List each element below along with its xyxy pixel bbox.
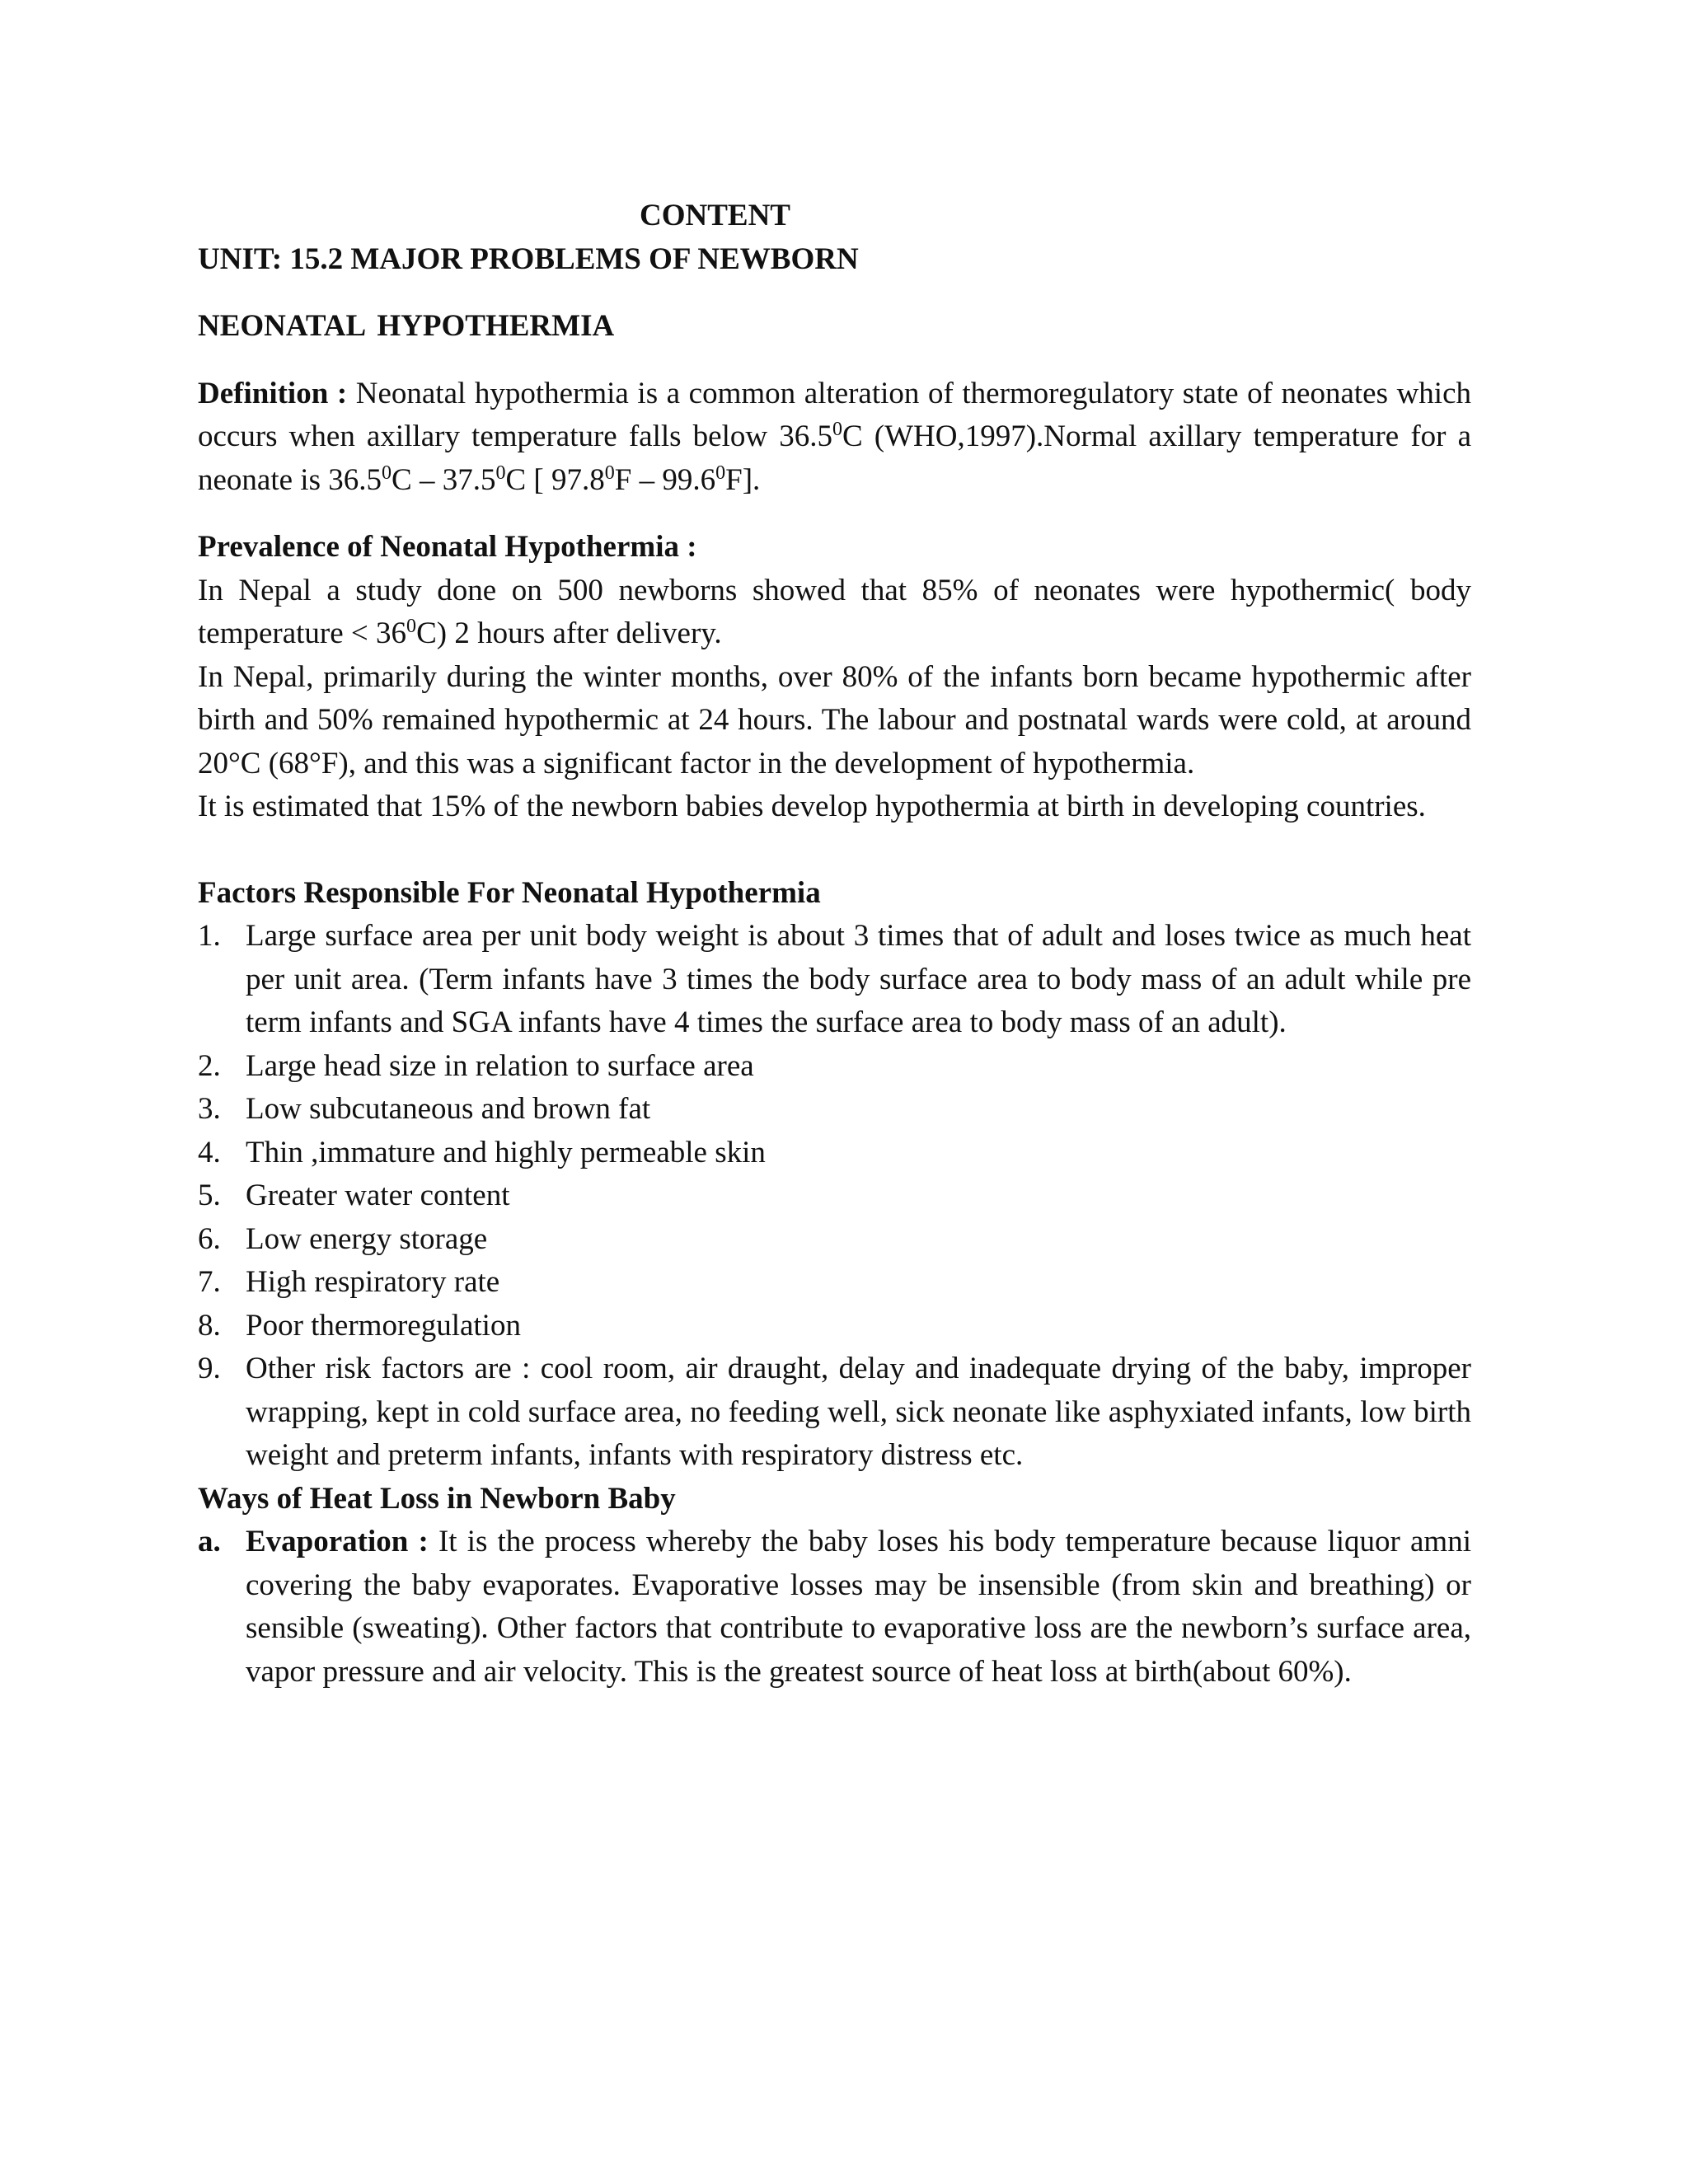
factors-heading: Factors Responsible For Neonatal Hypothermia [198, 875, 821, 910]
factors-list [198, 915, 1471, 1478]
list-item [198, 1132, 1471, 1175]
list-number: 5. [198, 1179, 221, 1212]
list-item-text: Greater water content [246, 1179, 510, 1212]
prevalence-paragraph-3: It is estimated that 15% of the newborn babies develop hypothermia at birth in developing countries. [198, 790, 1426, 823]
prevalence-heading: Prevalence of Neonatal Hypothermia : [198, 530, 697, 564]
list-item [198, 1088, 1471, 1132]
list-item-text: High respiratory rate [246, 1265, 500, 1299]
superscript-degree: 0 [604, 462, 615, 484]
list-item-text: Other risk factors are : cool room, air draught, delay and inadequate drying of the baby, improper wrapping, kept in cold surface area, no feeding well, sick neonate like asphyxiated infants, low birth weight and preterm infants, infants with respiratory distress etc. [246, 1352, 1471, 1472]
list-item [198, 1218, 1471, 1262]
unit-title: UNIT: 15.2 MAJOR PROBLEMS OF NEWBORN [198, 241, 859, 276]
list-number: 1. [198, 919, 221, 953]
heat-loss-label: Evaporation : [246, 1525, 429, 1558]
list-number: 8. [198, 1308, 221, 1343]
list-item [198, 1261, 1471, 1305]
prevalence-text: In Nepal a study done on 500 newborns showed that 85% of neonates were hypothermic( body temperature < 36 [198, 573, 1471, 650]
document-page [198, 194, 1471, 1694]
list-number: 2. [198, 1048, 221, 1083]
superscript-degree: 0 [832, 418, 842, 440]
definition-text: F – 99.6 [614, 462, 716, 497]
prevalence-paragraph-2: In Nepal, primarily during the winter months, over 80% of the infants born became hypothermic after birth and 50% remained hypothermic at 24 hours. The labour and postnatal wards were cold, at around 20°C (68°F), and this was a significant factor in the development of hypothermia. [198, 659, 1471, 780]
list-number: 9. [198, 1352, 221, 1385]
prevalence-text: C) 2 hours after delivery. [416, 616, 722, 650]
definition-paragraph [198, 373, 1471, 503]
definition-label: Definition : [198, 376, 348, 410]
list-item [198, 1045, 1471, 1089]
heat-loss-text: It is the process whereby the baby loses his body temperature because liquor amni covering the baby evaporates. Evaporative losses may be insensible (from skin and breathing) or sensible (sweating). Other factors that contribute to evaporative loss are the newborn’s surface area, vapor pressure and air velocity. This is the greatest source of heat loss at birth(about 60%). [246, 1525, 1471, 1689]
list-number: 6. [198, 1221, 221, 1256]
heat-loss-heading: Ways of Heat Loss in Newborn Baby [198, 1481, 676, 1516]
superscript-degree: 0 [715, 462, 726, 484]
list-item [198, 915, 1471, 1045]
list-number: 4. [198, 1135, 221, 1169]
list-item [198, 1174, 1471, 1218]
definition-text: Neonatal hypothermia is a common alteration of thermoregulatory state of neonates which occurs when axillary temperature falls below 36.5 [198, 376, 1471, 453]
heat-loss-list [198, 1521, 1471, 1694]
topic-title: NEONATAL HYPOTHERMIA [198, 309, 615, 343]
prevalence-paragraph-1 [198, 569, 1471, 656]
list-item-text: Low energy storage [246, 1221, 488, 1256]
list-item-text: Low subcutaneous and brown fat [246, 1092, 651, 1126]
definition-text: C – 37.5 [392, 462, 496, 497]
definition-text: F]. [725, 462, 761, 497]
list-item-text: Large head size in relation to surface area [246, 1048, 754, 1083]
list-item-text: Large surface area per unit body weight is about 3 times that of adult and loses twice as much heat per unit area. (Term infants have 3 times the body surface area to body mass of an adult while pre term infants and SGA infants have 4 times the surface area to body mass of an adult). [246, 919, 1471, 1039]
superscript-degree: 0 [495, 462, 506, 484]
list-number: 7. [198, 1265, 221, 1299]
list-item [198, 1305, 1471, 1348]
definition-text: C [ 97.8 [505, 462, 605, 497]
definition-text: C (WHO,1997).Normal axillary temperature for a neonate is 36.5 [198, 419, 1472, 497]
list-item-text: Thin ,immature and highly permeable skin [246, 1135, 766, 1169]
superscript-degree: 0 [406, 615, 417, 637]
list-letter: a. [198, 1525, 221, 1558]
list-number: 3. [198, 1092, 221, 1126]
list-item [198, 1347, 1471, 1478]
list-item-text: Poor thermoregulation [246, 1308, 521, 1343]
page-title: CONTENT [640, 199, 790, 232]
list-item [198, 1521, 1471, 1694]
superscript-degree: 0 [381, 462, 392, 484]
